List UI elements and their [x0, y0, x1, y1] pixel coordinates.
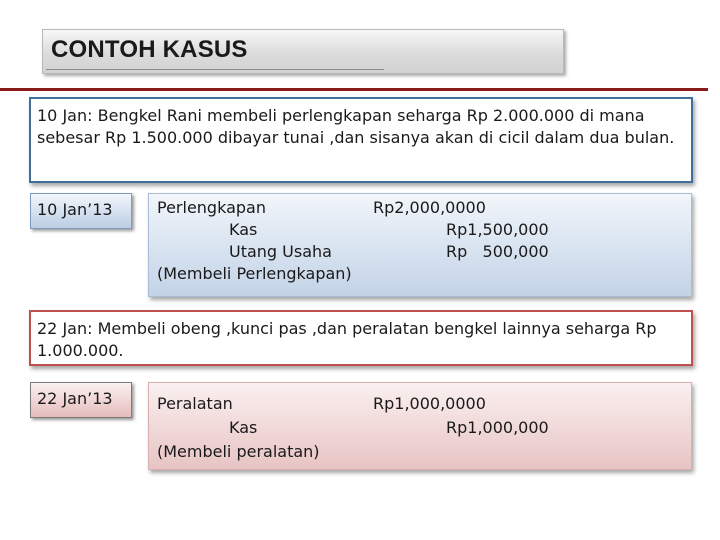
case2-journal [148, 382, 692, 470]
case1-description: 10 Jan: Bengkel Rani membeli perlengkapan seharga Rp 2.000.000 di mana sebesar Rp 1.500.000 dibayar tunai ,dan sisanya akan di cicil dalam dua bulan. [37, 106, 675, 147]
journal-credit: Rp 500,000 [446, 242, 549, 261]
journal-account: Kas [229, 418, 258, 437]
journal-credit: Rp1,000,000 [446, 418, 549, 437]
journal-credit: Rp1,500,000 [446, 220, 549, 239]
journal-debit: Rp1,000,0000 [373, 394, 486, 413]
header-divider [0, 88, 708, 91]
title-underline [46, 69, 384, 70]
case1-date-box [30, 193, 132, 229]
case1-journal [148, 193, 692, 297]
case2-description: 22 Jan: Membeli obeng ,kunci pas ,dan peralatan bengkel lainnya seharga Rp 1.000.000. [37, 319, 657, 360]
slide-title: CONTOH KASUS [51, 36, 248, 63]
journal-memo: (Membeli Perlengkapan) [157, 264, 352, 283]
case2-date-box [30, 382, 132, 418]
journal-debit: Rp2,000,0000 [373, 198, 486, 217]
journal-memo: (Membeli peralatan) [157, 442, 320, 461]
journal-account: Utang Usaha [229, 242, 332, 261]
case1-description-box [29, 97, 693, 183]
case2-date: 22 Jan’13 [37, 389, 113, 408]
case1-date: 10 Jan’13 [37, 200, 113, 219]
journal-account: Peralatan [157, 394, 233, 413]
journal-account: Perlengkapan [157, 198, 266, 217]
slide-title-box [42, 29, 564, 74]
case2-description-box [29, 310, 693, 366]
journal-account: Kas [229, 220, 258, 239]
